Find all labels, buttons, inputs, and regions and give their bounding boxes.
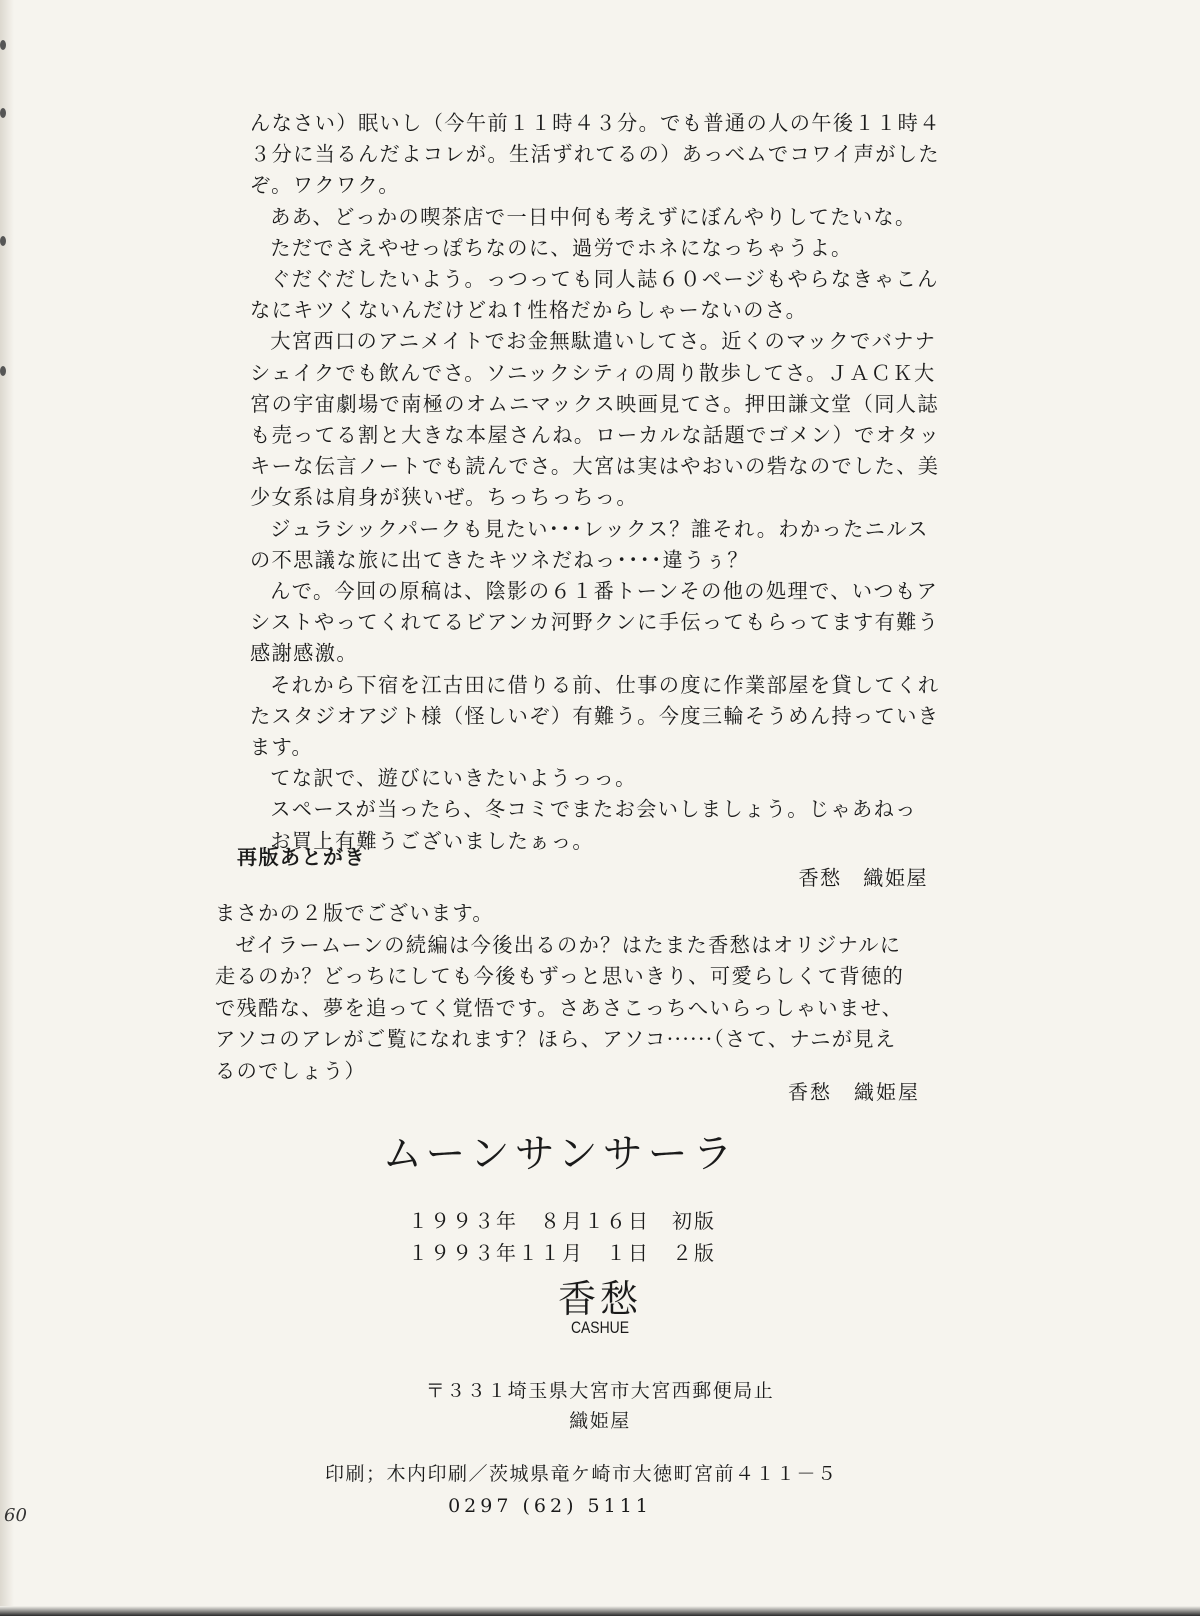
- afterword-paragraph: ぐだぐだしたいよう。っつっても同人誌６０ページもやらなきゃこんなにキツくないんだけどね↑性格だからしゃーないのさ。: [250, 267, 939, 323]
- afterword-paragraph: お買上有難うございましたぁっ。: [270, 828, 595, 853]
- page-bottom-edge: [0, 1606, 1200, 1616]
- printer-phone: 0297 (62) 5111: [448, 1495, 652, 1517]
- afterword-paragraph: んで。今回の原稿は、陰影の６１番トーンその他の処理で、いつもアシストやってくれてるビアンカ河野クンに手伝ってもらってます有難う感謝感激。: [250, 579, 940, 666]
- binding-mark: [0, 108, 6, 118]
- reprint-paragraph: ゼイラームーンの続編は今後出るのか？はたまた香愁はオリジナルに走るのか？どっちにしても今後もずっと思いきり、可愛らしくて背徳的で残酷な、夢を追ってく覚悟です。さあさこっちへいらっしゃいませ、アソコのアレがご覧になれます？ほら、アソコ······（さて、ナニが見えるのでしょう）: [215, 932, 905, 1083]
- afterword-paragraph: ジュラシックパークも見たい･･･レックス？誰それ。わかったニルスの不思議な旅に出てきたキツネだねっ････違うぅ？: [250, 516, 929, 572]
- binding-mark: [0, 366, 6, 376]
- edition-date: １９９３年 ８月１６日: [408, 1209, 650, 1233]
- postal-address: 〒３３１埼玉県大宮市大宮西郵便局止: [425, 1380, 775, 1402]
- afterword-signature: 香愁 織姫屋: [798, 865, 928, 890]
- afterword-paragraph: 大宮西口のアニメイトでお金無駄遣いしてさ。近くのマックでバナナシェイクでも飲んでさ。ソニックシティの周り散歩してさ。ＪＡＣＫ大宮の宇宙劇場で南極のオムニマックス映画見てさ。押田謙文堂（同人誌も売ってる割と大きな本屋さんね。ローカルな話題でゴメン）でオタッキーな伝言ノートでも読んでさ。大宮は実はやおいの砦なのでした、美少女系は肩身が狭いぜ。ちっちっちっ。: [250, 329, 941, 510]
- edition-label: 初版: [672, 1209, 716, 1233]
- afterword-paragraph: スペースが当ったら、冬コミでまたお会いしましょう。じゃあねっ: [270, 797, 917, 822]
- edition-history: [408, 1205, 716, 1269]
- afterword-paragraph: ああ、どっかの喫茶店で一日中何も考えずにぼんやりしてたいな。: [270, 204, 917, 229]
- reprint-afterword-section: [215, 898, 915, 1087]
- circle-romaji: CASHUE: [570, 1318, 630, 1337]
- page-number: 60: [4, 1505, 27, 1526]
- afterword-section: [250, 108, 950, 894]
- publisher-name: 織姫屋: [569, 1410, 631, 1432]
- book-title: ムーンサンサーラ: [382, 1131, 738, 1177]
- edition-date: １９９３年１１月 １日: [408, 1241, 650, 1265]
- publisher-address: [410, 1376, 790, 1436]
- afterword-paragraph: それから下宿を江古田に借りる前、仕事の度に作業部屋を貸してくれたスタジオアジト様（怪しいぞ）有難う。今度三輪そうめん持っていきます。: [250, 672, 940, 760]
- reprint-signature: 香愁 織姫屋: [788, 1080, 920, 1104]
- afterword-paragraph: てな訳で、遊びにいきたいようっっ。: [270, 766, 637, 791]
- edition-row: [408, 1205, 716, 1237]
- edition-row: [408, 1237, 716, 1269]
- reprint-paragraph: まさかの２版でございます。: [215, 901, 495, 925]
- circle-name: 香愁: [557, 1277, 642, 1321]
- afterword-paragraph: ただでさえやせっぽちなのに、過労でホネになっちゃうよ。: [270, 235, 853, 260]
- afterword-paragraph: んなさい）眠いし（今午前１１時４３分。でも普通の人の午後１１時４３分に当るんだよコレが。生活ずれてるの）あっべムでコワイ声がしたぞ。ワクワク。: [250, 111, 941, 198]
- binding-mark: [0, 40, 6, 50]
- binding-mark: [0, 236, 6, 246]
- edition-label: ２版: [672, 1241, 716, 1265]
- printer-info: [325, 1458, 885, 1522]
- reprint-heading: 再版あとがき: [237, 845, 366, 869]
- printer-name: 印刷；木内印刷／茨城県竜ケ崎市大徳町宮前４１１－５: [325, 1463, 838, 1485]
